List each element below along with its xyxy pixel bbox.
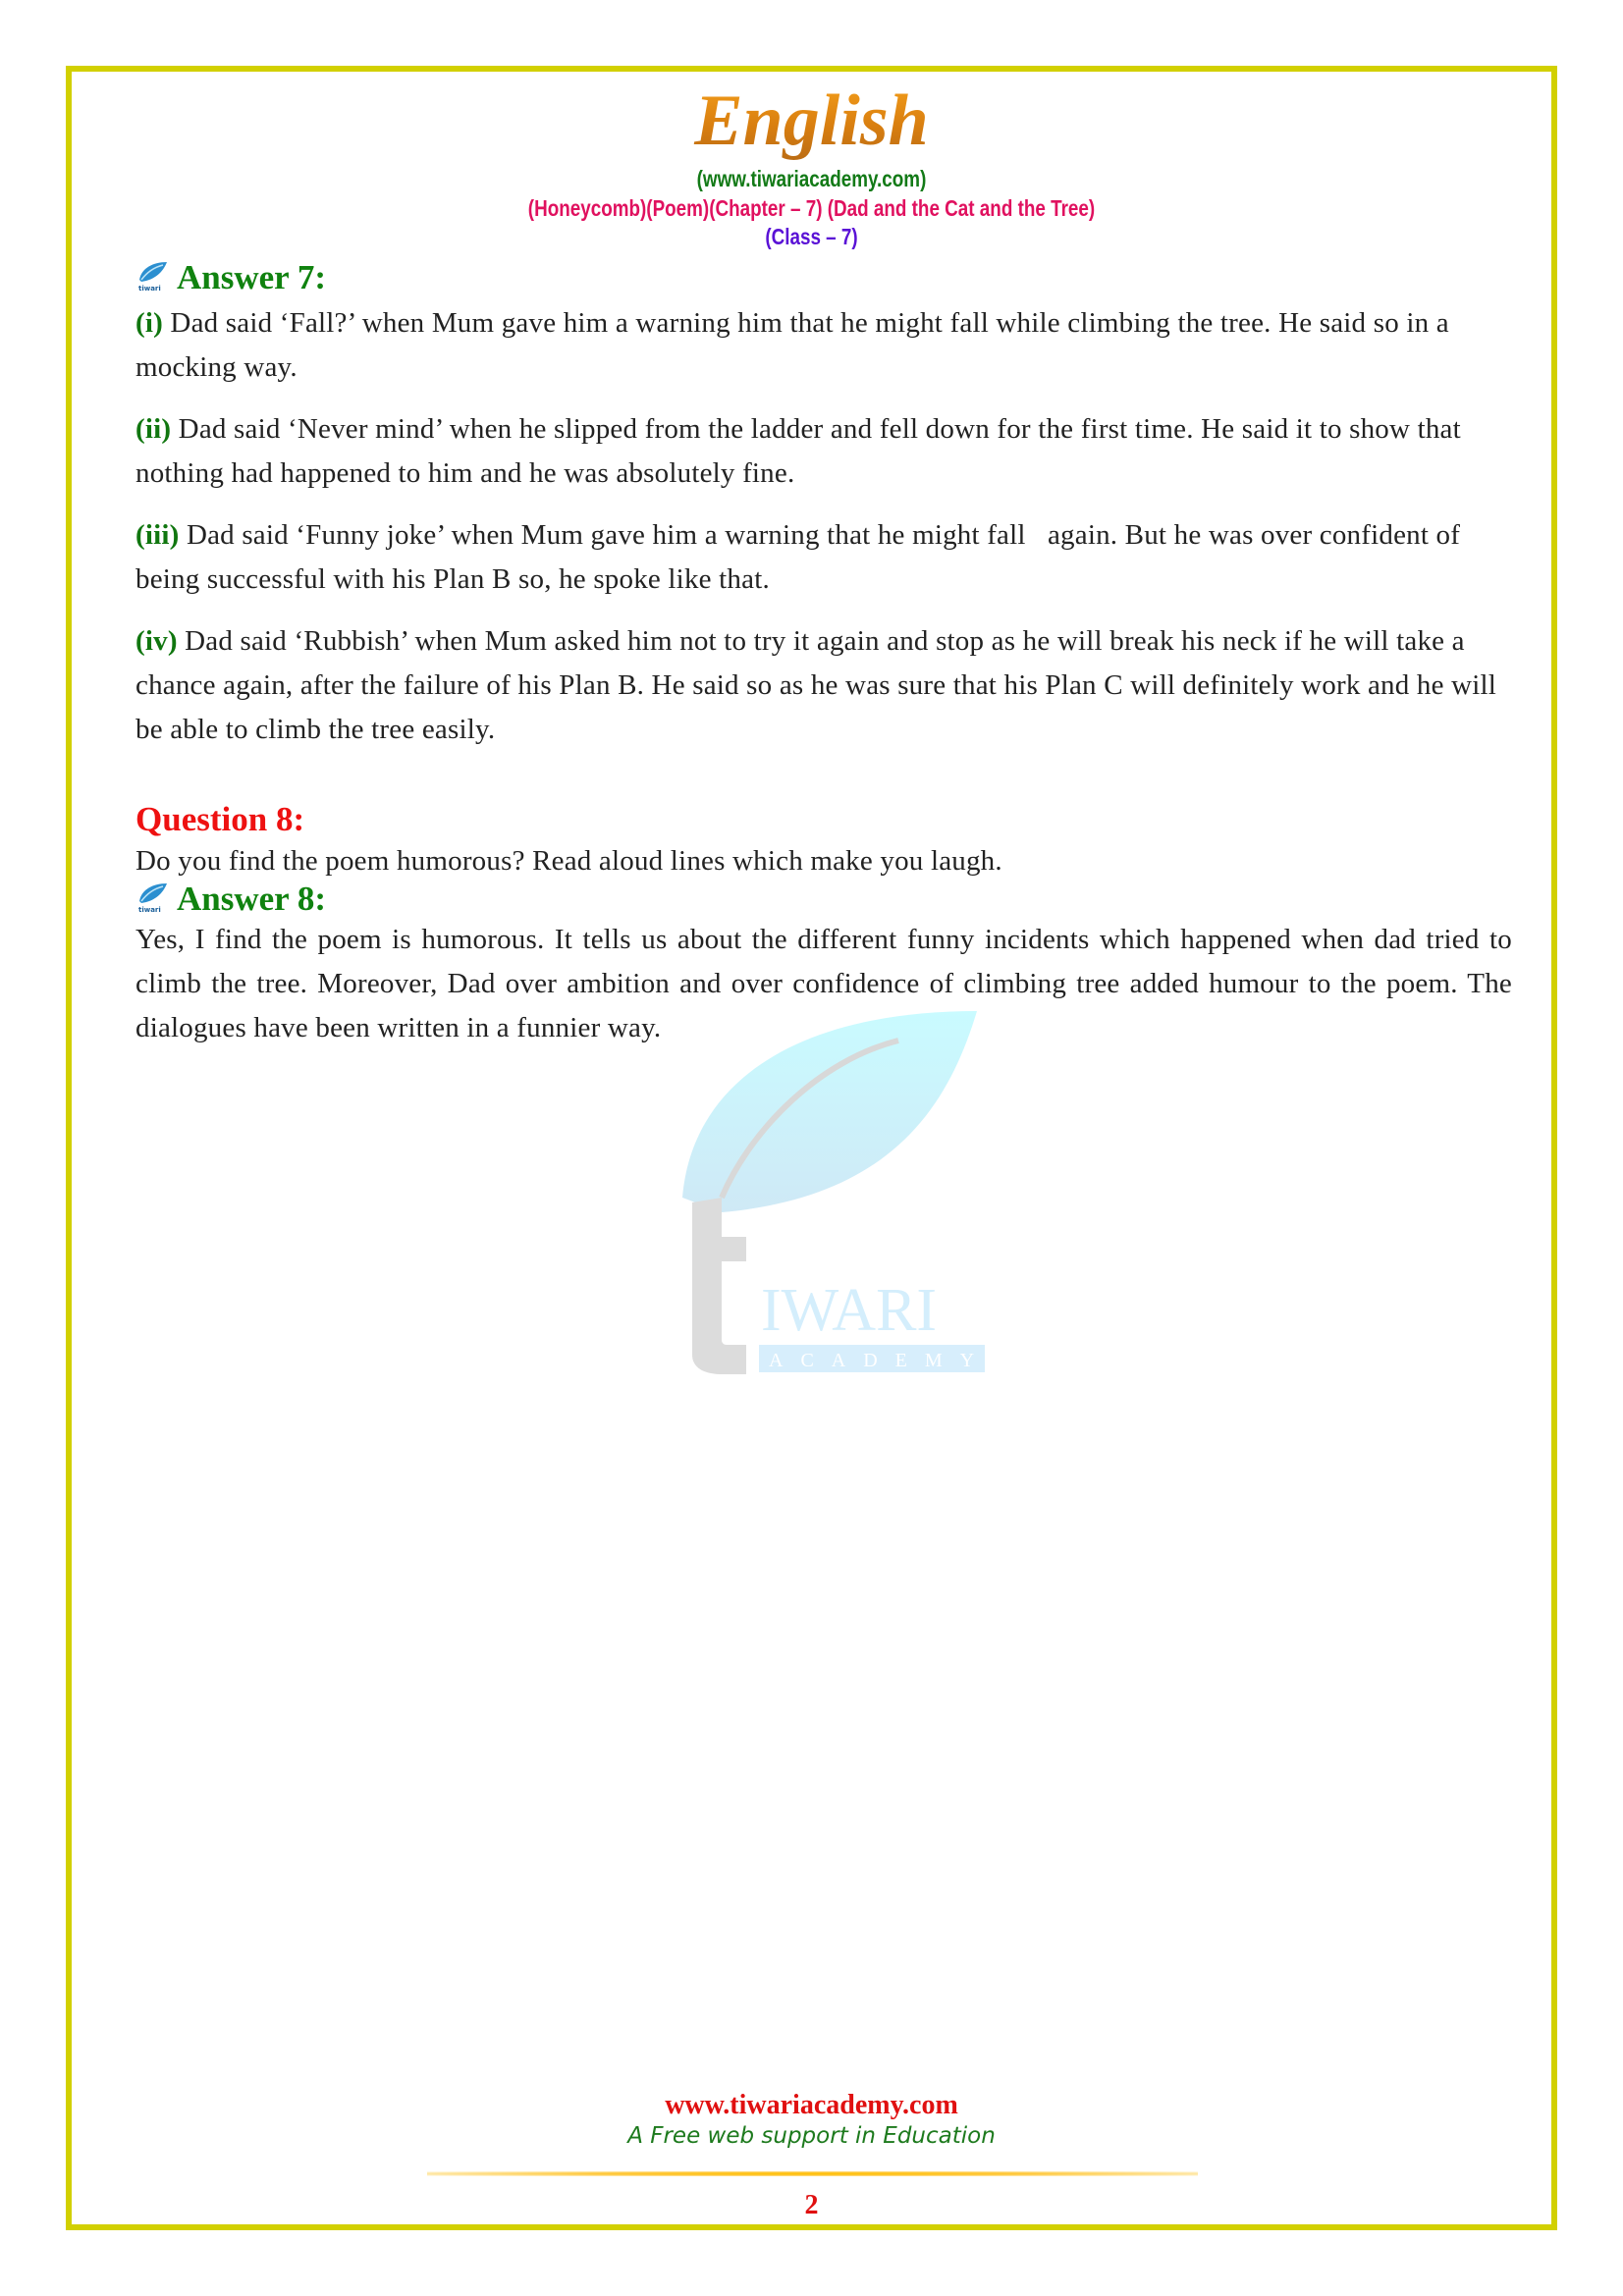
- answer-7-item-ii: (ii) Dad said ‘Never mind’ when he slipped from the ladder and fell down for the first time. He said it to show that nothing had happened to him and he was absolutely fine.: [135, 413, 1461, 489]
- item-label: (i): [135, 307, 163, 339]
- watermark-big-text: IWARI: [761, 1277, 938, 1344]
- chapter-info: (Honeycomb)(Poem)(Chapter – 7) (Dad and the Cat and the Tree): [527, 195, 1096, 221]
- page-number: 2: [804, 2190, 819, 2220]
- answer-7-heading: tiwari Answer 7:: [135, 258, 326, 297]
- answer-8-heading: tiwari Answer 8:: [135, 880, 326, 919]
- question-8-heading: Question 8:: [135, 800, 305, 838]
- footer-divider: [427, 2171, 1198, 2176]
- page-title: English: [0, 77, 1623, 165]
- tiwari-leaf-icon: [135, 260, 169, 292]
- tiwari-leaf-icon: [135, 881, 169, 913]
- answer-7-item-iv: (iv) Dad said ‘Rubbish’ when Mum asked him not to try it again and stop as he will break his neck if he will take a chance again, after the failure of his Plan B. He said so as he was sure that his Plan C will definitely work and he will be able to climb the tree easily.: [135, 625, 1497, 745]
- footer-url[interactable]: www.tiwariacademy.com: [665, 2090, 958, 2120]
- svg-text:ACADEMY: ACADEMY: [769, 1350, 992, 1371]
- class-info: (Class – 7): [765, 224, 858, 249]
- svg-text:tiwari: tiwari: [138, 906, 161, 913]
- svg-text:tiwari: tiwari: [138, 285, 161, 292]
- question-8-text: Do you find the poem humorous? Read aloud lines which make you laugh.: [135, 845, 1002, 877]
- answer-7-item-i: (i) Dad said ‘Fall?’ when Mum gave him a warning him that he might fall while climbing the tree. He said so in a mocking way.: [135, 307, 1449, 383]
- item-label: (iii): [135, 519, 180, 551]
- answer-8-text: Yes, I find the poem is humorous. It tells us about the different funny incidents which happened when dad tried to climb the tree. Moreover, Dad over ambition and over confidence of climbing tree added humour to the poem. The dialogues have been written in a funnier way.: [135, 924, 1512, 1043]
- item-label: (iv): [135, 625, 178, 657]
- site-url: (www.tiwariacademy.com): [696, 166, 927, 191]
- item-label: (ii): [135, 413, 172, 445]
- footer-tagline: A Free web support in Education: [627, 2123, 996, 2149]
- answer-7-item-iii: (iii) Dad said ‘Funny joke’ when Mum gave him a warning that he might fall again. But he was over confident of being successful with his Plan B so, he spoke like that.: [135, 519, 1468, 595]
